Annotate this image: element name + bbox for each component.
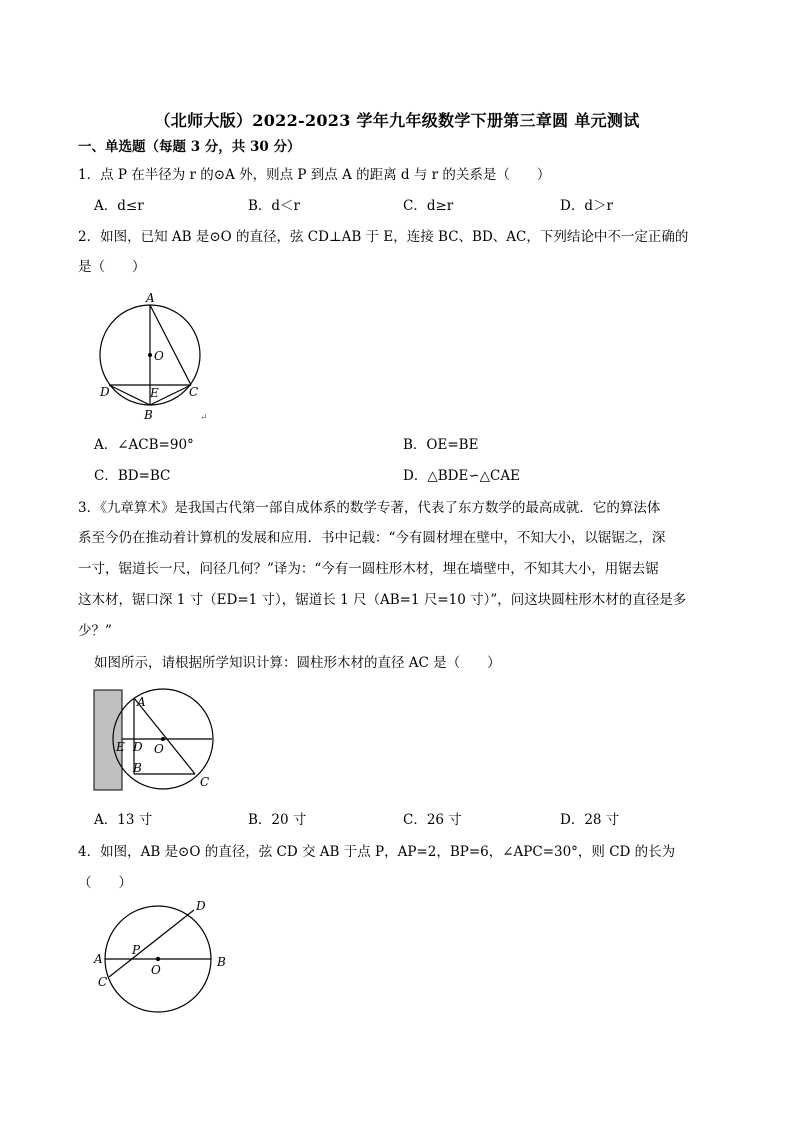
question-3-line4: 这木材，锯口深 1 寸（ED=1 寸），锯道长 1 尺（AB=1 尺=10 寸）”，问这块圆柱形木材的直径是多 <box>78 592 687 608</box>
q3-wall-figure <box>90 686 225 796</box>
q3-label-e: E <box>116 740 125 754</box>
q3-option-d[interactable]: D．28 寸 <box>560 812 620 828</box>
q4-label-a: A <box>94 952 103 966</box>
page-title: （北师大版）2022-2023 学年九年级数学下册第三章圆 单元测试 <box>154 111 640 130</box>
q4-label-c: C <box>98 975 108 989</box>
q3-label-b: B <box>133 761 142 775</box>
question-3-line6: 如图所示，请根据所学知识计算：圆柱形木材的直径 AC 是（ ） <box>94 655 501 671</box>
q4-center-dot <box>156 957 160 961</box>
q4-label-b: B <box>217 955 226 969</box>
q2-option-c[interactable]: C．BD=BC <box>94 468 171 484</box>
q2-circle-figure <box>90 288 220 423</box>
q1-option-d[interactable]: D．d＞r <box>560 198 613 214</box>
q4-label-p: P <box>132 943 141 957</box>
q2-segment-ac <box>150 305 191 385</box>
q3-option-c[interactable]: C．26 寸 <box>403 812 462 828</box>
q3-diameter-ac <box>134 698 195 774</box>
q2-return-mark: ↵ <box>200 413 208 423</box>
question-1-stem: 1．点 P 在半径为 r 的⊙A 外，则点 P 到点 A 的距离 d 与 r 的关系是（ ） <box>78 167 551 183</box>
q3-label-c: C <box>200 775 210 789</box>
question-4-stem-line2: （ ） <box>78 875 132 891</box>
q2-label-d: D <box>100 385 110 399</box>
question-3-line2: 系至今仍在推动着计算机的发展和应用．书中记载：“今有圆材埋在壁中，不知大小，以锯锯之，深 <box>78 530 666 546</box>
q3-option-a[interactable]: A．13 寸 <box>94 812 153 828</box>
q2-label-b: B <box>144 408 153 422</box>
question-2-stem-line2: 是（ ） <box>78 259 146 275</box>
q2-label-c: C <box>189 385 199 399</box>
question-2-stem-line1: 2．如图，已知 AB 是⊙O 的直径，弦 CD⊥AB 于 E，连接 BC、BD、AC，下列结论中不一定正确的 <box>78 229 689 245</box>
q2-label-a: A <box>146 291 155 305</box>
q3-label-a: A <box>137 695 146 709</box>
question-3-line3: 一寸，锯道长一尺，问径几何？”译为：“今有一圆柱形木材，埋在墙壁中，不知其大小，用锯去锯 <box>78 561 659 577</box>
q1-option-a[interactable]: A．d≤r <box>94 198 144 214</box>
q3-center-dot <box>161 737 165 741</box>
q2-label-e: E <box>150 386 159 400</box>
q4-label-d: D <box>196 899 206 913</box>
q2-label-o: O <box>154 349 164 363</box>
q1-option-b[interactable]: B．d＜r <box>248 198 301 214</box>
q2-option-b[interactable]: B．OE=BE <box>403 437 479 453</box>
q3-label-d: D <box>133 740 143 754</box>
q2-segment-bd <box>109 385 150 405</box>
q3-label-o: O <box>154 742 164 756</box>
q4-label-o: O <box>151 963 161 977</box>
q2-center-dot <box>148 353 152 357</box>
question-3-line5: 少？” <box>78 623 112 639</box>
q2-option-d[interactable]: D．△BDE∽△CAE <box>403 468 520 484</box>
q1-option-c[interactable]: C．d≥r <box>403 198 454 214</box>
q3-option-b[interactable]: B．20 寸 <box>248 812 307 828</box>
q4-circle-figure <box>90 896 240 1021</box>
question-3-line1: 3．《九章算术》是我国古代第一部自成体系的数学专著，代表了东方数学的最高成就．它的算法体 <box>78 500 661 516</box>
q2-option-a[interactable]: A．∠ACB=90° <box>94 437 194 453</box>
section-heading: 一、单选题（每题 3 分，共 30 分） <box>78 139 301 155</box>
question-4-stem-line1: 4．如图，AB 是⊙O 的直径，弦 CD 交 AB 于点 P，AP=2，BP=6，∠APC=30°，则 CD 的长为 <box>78 844 676 860</box>
